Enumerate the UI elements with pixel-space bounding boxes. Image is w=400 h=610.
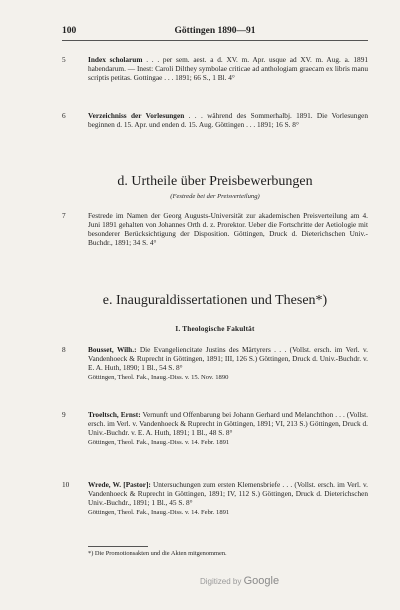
entry-number: 7 bbox=[62, 211, 66, 220]
entry-number: 10 bbox=[62, 480, 70, 489]
entry-text bbox=[88, 410, 368, 437]
entry-number: 5 bbox=[62, 55, 66, 64]
running-title: Göttingen 1890—91 bbox=[174, 26, 256, 36]
entry-lead: Wrede, W. [Pastor]: bbox=[88, 480, 151, 489]
entry-body: Untersuchungen zum ersten Klemensbriefe . . . (Vollst. ersch. im Verl. v. Vandenhoeck & Ruprecht in Göttingen, 1891; IV, 112 S.) Göttingen, Druck d. Dieterichschen Univ.-Buchdr., 1891; 1 Bl., 45 S. 8° bbox=[88, 480, 368, 507]
entry-number: 8 bbox=[62, 345, 66, 354]
entry-body: Vernunft und Offenbarung bei Johann Gerhard und Melanchthon . . . (Vollst. ersch. im Verl. v. Vandenhoeck & Ruprecht in Göttingen, 1891; VI, 213 S.) Göttingen, Druck d. Univ.-Buchdr. v. E. A. Huth, 1891; 1 Bl., 48 S. 8° bbox=[88, 410, 368, 437]
watermark bbox=[200, 575, 279, 587]
entry-number: 9 bbox=[62, 410, 66, 419]
header-rule bbox=[62, 40, 368, 41]
entry-body: . . . per sem. aest. a d. XV. m. Apr. usque ad XV. m. Aug. a. 1891 habendarum. — Inest: Caroli Dilthey symbolae criticae ad anthologiam graecam ex libris manu scriptis petitas. Gottingae . . . 1891; 66 S., 1 Bl. 4° bbox=[88, 55, 368, 82]
entry-dissertation-note: Göttingen, Theol. Fak., Inaug.-Diss. v. 14. Febr. 1891 bbox=[88, 439, 230, 446]
entry-8 bbox=[62, 345, 368, 382]
entry-text bbox=[88, 480, 368, 507]
entry-body: Die Evangeliencitate Justins des Märtyrers . . . (Vollst. ersch. im Verl. v. Vandenhoeck & Ruprecht in Göttingen, 1891; III, 126 S.) Göttingen, Druck d. Univ.-Buchdr. v. E. A. Huth, 1890; 1 Bl., 54 S. 8° bbox=[88, 345, 368, 372]
page-number: 100 bbox=[62, 26, 77, 36]
entry-text bbox=[88, 55, 368, 82]
footnote-rule bbox=[88, 546, 148, 547]
entry-text bbox=[88, 111, 368, 129]
section-e-title: e. Inauguraldissertationen und Thesen*) bbox=[102, 293, 328, 308]
entry-body: . . . während des Sommerhalbj. 1891. Die Vorlesungen beginnen d. 15. Apr. und enden d. 15. Aug. Göttingen . . . 1891; 16 S. 8° bbox=[88, 111, 368, 129]
entry-6 bbox=[62, 111, 368, 129]
entry-lead: Bousset, Wilh.: bbox=[88, 345, 137, 354]
faculty-subhead: I. Theologische Fakultät bbox=[175, 325, 255, 333]
section-d-title: d. Urtheile über Preisbewerbungen bbox=[117, 174, 313, 189]
entry-dissertation-note: Göttingen, Theol. Fak., Inaug.-Diss. v. 15. Nov. 1890 bbox=[88, 374, 229, 381]
entry-lead: Index scholarum bbox=[88, 55, 143, 64]
footnote: *) Die Promotionsakten und die Akten mitgenommen. bbox=[88, 550, 227, 557]
watermark-brand: Google bbox=[243, 575, 280, 587]
entry-text bbox=[88, 211, 368, 247]
entry-text bbox=[88, 345, 368, 372]
entry-number: 6 bbox=[62, 111, 66, 120]
entry-lead: Verzeichniss der Vorlesungen bbox=[88, 111, 185, 120]
entry-10 bbox=[62, 480, 368, 517]
section-d-subtitle: (Festrede bei der Preisverteilung) bbox=[170, 193, 260, 200]
entry-lead: Troeltsch, Ernst: bbox=[88, 410, 141, 419]
entry-7 bbox=[62, 211, 368, 247]
entry-body: Festrede im Namen der Georg Augusts-Universität zur akademischen Preisverteilung am 4. Juni 1891 gehalten von Johannes Orth d. z. Prorektor. Ueber die Fortschritte der Aetiologie mit besonderer Berücksichtigung der Disposition. Göttingen, Druck d. Dieterichschen Univ.-Buchdr., 1891; 34 S. 4° bbox=[88, 211, 368, 247]
entry-9 bbox=[62, 410, 368, 447]
watermark-prefix: Digitized by bbox=[200, 577, 242, 586]
entry-5 bbox=[62, 55, 368, 82]
entry-dissertation-note: Göttingen, Theol. Fak., Inaug.-Diss. v. 14. Febr. 1891 bbox=[88, 509, 230, 516]
